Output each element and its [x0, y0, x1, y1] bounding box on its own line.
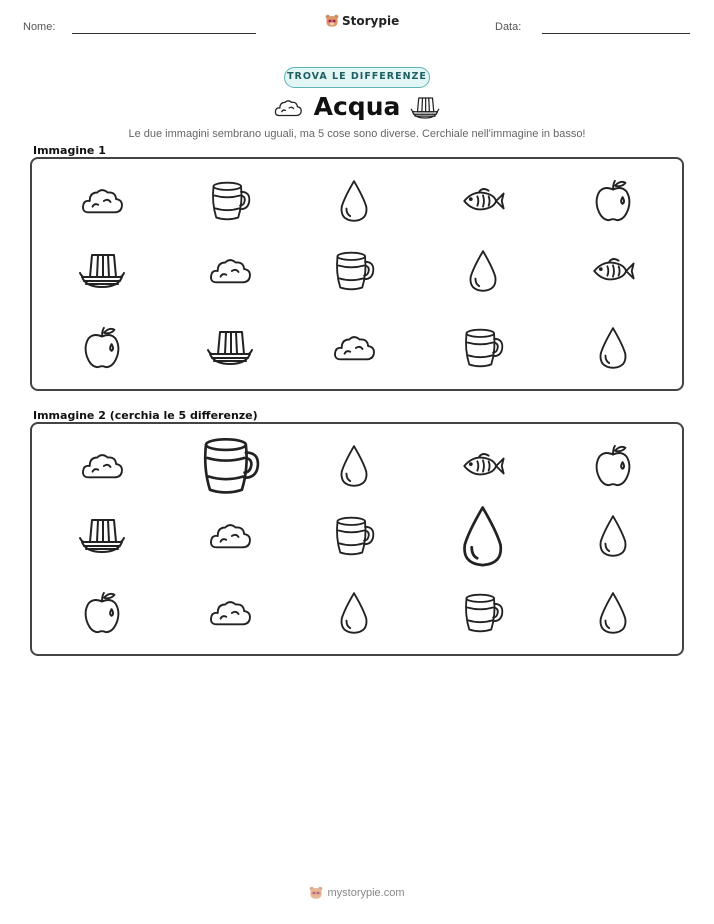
mug-icon	[332, 249, 376, 293]
image1-panel	[30, 157, 684, 391]
name-field[interactable]	[72, 33, 256, 34]
cloud-icon	[207, 254, 253, 288]
fish-icon	[460, 186, 506, 216]
fish-icon[interactable]	[460, 451, 506, 481]
worksheet-type-badge: TROVA LE DIFFERENZE	[284, 67, 430, 88]
apple-icon[interactable]	[81, 590, 123, 636]
apple-icon[interactable]	[592, 443, 634, 489]
ship-icon[interactable]	[78, 515, 126, 557]
ship-icon	[206, 327, 254, 369]
drop-icon[interactable]	[596, 590, 630, 636]
image2-panel[interactable]	[30, 422, 684, 656]
drop-icon[interactable]	[337, 443, 371, 489]
drop-icon[interactable]	[596, 513, 630, 559]
name-label: Nome:	[23, 21, 56, 33]
brand-name: Storypie	[342, 14, 400, 28]
title-cloud-icon	[273, 96, 303, 120]
cloud-icon[interactable]	[207, 519, 253, 553]
page-title: Acqua	[313, 92, 401, 121]
bear-icon	[325, 14, 339, 28]
apple-icon	[592, 178, 634, 224]
drop-icon	[337, 178, 371, 224]
instructions: Le due immagini sembrano uguali, ma 5 cose sono diverse. Cerchiale nell'immagine in basso!	[128, 128, 586, 140]
image2-label: Immagine 2 (cerchia le 5 differenze)	[33, 409, 258, 422]
cloud-icon[interactable]	[79, 449, 125, 483]
cloud-icon	[331, 331, 377, 365]
mug-icon[interactable]	[461, 591, 505, 635]
cloud-icon	[79, 184, 125, 218]
drop-icon[interactable]	[337, 590, 371, 636]
mug-icon	[208, 179, 252, 223]
brand-logo	[325, 14, 399, 28]
apple-icon	[81, 325, 123, 371]
drop-icon	[466, 248, 500, 294]
fish-icon	[590, 256, 636, 286]
drop-icon	[596, 325, 630, 371]
footer-url: mystorypie.com	[327, 887, 405, 899]
date-field[interactable]	[542, 33, 690, 34]
mug-icon[interactable]	[198, 434, 262, 498]
mug-icon[interactable]	[332, 514, 376, 558]
image1-label: Immagine 1	[33, 144, 106, 157]
ship-icon	[78, 250, 126, 292]
bear-icon	[309, 886, 323, 900]
title-ship-icon	[410, 94, 440, 122]
footer	[0, 886, 714, 900]
cloud-icon[interactable]	[207, 596, 253, 630]
date-label: Data:	[495, 21, 522, 33]
drop-icon[interactable]	[458, 503, 507, 570]
mug-icon	[461, 326, 505, 370]
